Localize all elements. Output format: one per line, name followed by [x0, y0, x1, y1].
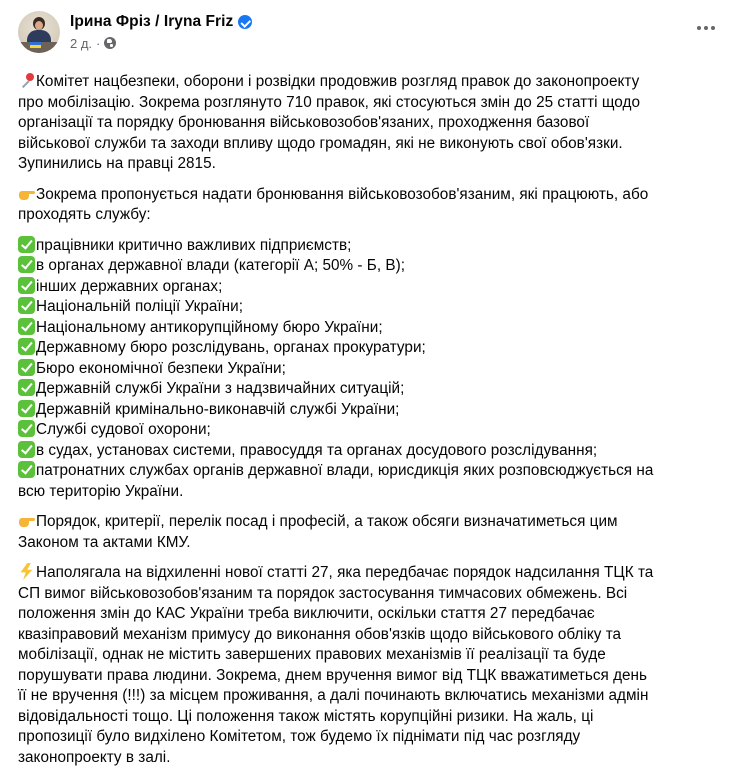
list-item-continuation: всю територію України.: [18, 482, 184, 500]
check-mark-icon: [18, 379, 35, 396]
text-line: положення змін до КАС України треба виключити, оскільки стаття 27 передбачає: [18, 605, 595, 622]
list-item: Бюро економічної безпеки України;: [18, 359, 728, 380]
text-line: про мобілізацію. Зокрема розглянуто 710 правок, які стосуються змін до 25 статті щодо: [18, 93, 640, 111]
text-line: законопроекту в залі.: [18, 748, 171, 766]
text-line: квазіправовий механізм примусу до виконання обов'язків щодо військового обліку та: [18, 625, 622, 643]
text-line: Порядок, критерії, перелік посад і професій, а також обсяги визначатиметься цим: [18, 512, 728, 533]
post-subline: [70, 34, 252, 52]
check-mark-icon: [18, 338, 35, 355]
check-mark-icon: [18, 297, 35, 314]
list-item: Державній кримінально-виконавчій службі України;: [18, 400, 728, 421]
paragraph-article-27: [18, 563, 728, 768]
text-line: її не вручення (!!!) за місцем проживання, а далі починають включатись механізми адмін: [18, 687, 649, 704]
paragraph-criteria: [18, 512, 728, 553]
post-header: [18, 10, 724, 54]
text-line: СП вимог військовозобов'язаним та порядок застосування тимчасових обмежень. Всі: [18, 584, 628, 602]
text-line: проходять службу:: [18, 206, 151, 223]
more-dot-icon: [711, 26, 715, 30]
text-line: Наполягала на відхиленні нової статті 27, яка передбачає порядок надсилання ТЦК та: [18, 563, 728, 584]
text-line: Зокрема пропонується надати бронювання військовозобов'язаним, які працюють, або: [18, 185, 728, 206]
check-mark-icon: [18, 277, 35, 294]
text-line: порушувати права людини. Зокрема, днем вручення вимог від ТЦК вважатиметься день: [18, 666, 648, 684]
check-mark-icon: [18, 420, 35, 437]
check-mark-icon: [18, 236, 35, 253]
check-mark-icon: [18, 400, 35, 417]
reservation-list: [18, 236, 728, 503]
text-line: Комітет нацбезпеки, оборони і розвідки продовжив розгляд правок до законопроекту: [18, 72, 728, 93]
more-dot-icon: [697, 26, 701, 30]
text-line: Зупинились на правці 2815.: [18, 155, 216, 172]
check-mark-icon: [18, 461, 35, 478]
check-mark-icon: [18, 359, 35, 376]
pointing-right-icon: [18, 512, 35, 529]
text-line: організації та порядку бронювання військовозобов'язаних, проходження базової: [18, 114, 590, 131]
more-dot-icon: [704, 26, 708, 30]
paragraph-committee-update: [18, 72, 728, 175]
check-mark-icon: [18, 318, 35, 335]
more-options-button[interactable]: [688, 10, 724, 46]
verified-badge-icon: [238, 15, 252, 29]
post-timestamp[interactable]: 2 д.: [70, 35, 93, 51]
author-name[interactable]: Ірина Фріз / Iryna Friz: [70, 13, 234, 30]
check-mark-icon: [18, 441, 35, 458]
post-body: [18, 72, 728, 768]
post-meta: [70, 12, 252, 52]
text-line: відовідальності тощо. Ці положення також містять корупційні ризики. На жаль, ці: [18, 707, 594, 725]
list-item: Національній поліції України;: [18, 297, 728, 318]
pointing-right-icon: [18, 185, 35, 202]
list-item: патронатних службах органів державної влади, юрисдикція яких розповсюджується на: [18, 461, 728, 482]
text-line: пропозиції було видхілено Комітетом, тож будемо їх піднімати під час розгляду: [18, 728, 581, 745]
author-row: [70, 12, 252, 32]
list-item: інших державних органах;: [18, 277, 728, 298]
author-avatar[interactable]: [18, 11, 60, 53]
list-item: Державному бюро розслідувань, органах прокуратури;: [18, 338, 728, 359]
separator-dot: ·: [96, 35, 101, 51]
text-line: мобілізації, однак не містить завершених правових механізмів її реалізації та буде: [18, 646, 606, 663]
check-mark-icon: [18, 256, 35, 273]
avatar-face: [35, 21, 43, 30]
list-item: в судах, установах системи, правосуддя та органах досудового розслідування;: [18, 441, 728, 462]
lightning-icon: [18, 563, 35, 580]
list-item: Державній службі України з надзвичайних ситуацій;: [18, 379, 728, 400]
globe-icon[interactable]: [104, 37, 116, 49]
text-line: військової служби та заходи впливу щодо громадян, які не виконують свої обов'язки.: [18, 134, 623, 152]
paragraph-reservation-proposal: [18, 185, 728, 226]
list-item: Національному антикорупційному бюро України;: [18, 318, 728, 339]
text-line: Законом та актами КМУ.: [18, 533, 191, 551]
ukraine-flag-yellow: [30, 45, 41, 48]
list-item: працівники критично важливих підприємств;: [18, 236, 728, 257]
list-item: Службі судової охорони;: [18, 420, 728, 441]
pushpin-icon: [18, 72, 35, 89]
list-item: в органах державної влади (категорії А; 50% - Б, В);: [18, 256, 728, 277]
